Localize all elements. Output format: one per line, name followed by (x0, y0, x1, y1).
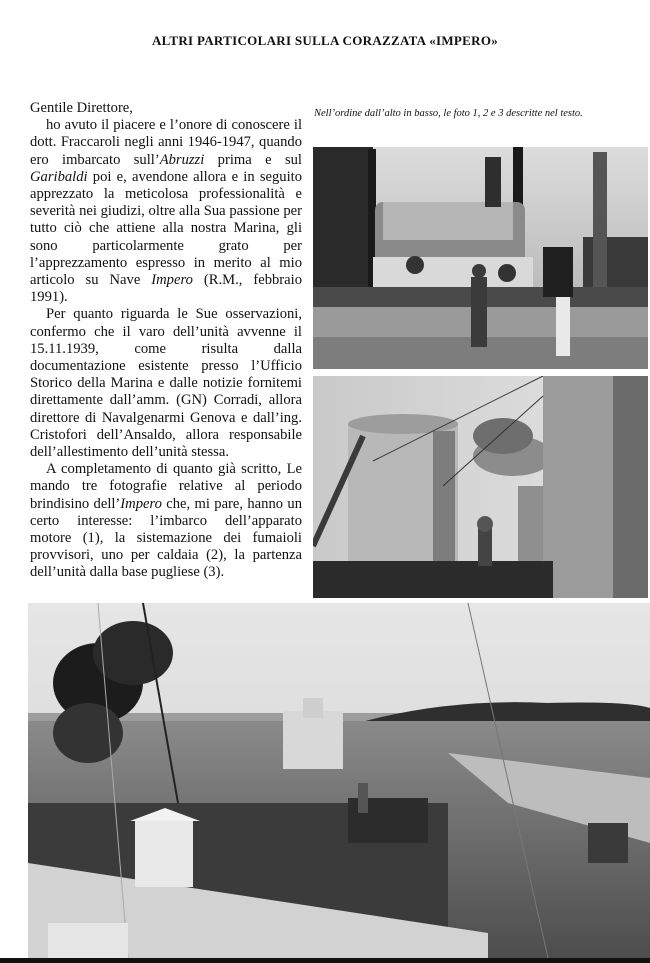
italic-run: Impero (120, 495, 162, 512)
italic-run: Abruzzi (159, 151, 205, 168)
text-run: A completamento di quanto già scritto, Le mando tre fotografie relative al periodo brindisino dell’ (30, 461, 302, 512)
text-run: (R.M., febbraio 1991). (30, 272, 302, 306)
photo-caption: Nell’ordine dall’alto in basso, le foto 1, 2 e 3 descritte nel testo. (314, 108, 583, 119)
italic-run: Garibaldi (30, 168, 88, 185)
letter-body (30, 100, 302, 582)
text-run: ho avuto il piacere e l’onore di conoscere il dott. Fraccaroli negli anni 1946-1947, quando ero imbarcato sull’ (30, 117, 302, 168)
letter-paragraph-2: Per quanto riguarda le Sue osservazioni, confermo che il varo dell’unità avvenne il 15.11.1939, come risulta dalla documentazione esistente presso l’Ufficio Storico della Marina e dalle notizie fornitemi direttamente dall’amm. (GN) Corradi, allora direttore di Navalgenarmi Genova e dall’ing. Cristofori dell’Ansaldo, allora responsabile dell’allestimento dell’unità stessa. (30, 306, 302, 461)
letter-paragraph-1 (30, 117, 302, 306)
italic-run: Impero (151, 272, 193, 289)
text-run: che, mi pare, hanno un certo interesse: l’imbarco dell’apparato motore (1), la sistemazione dei fumaioli provvisori, uno per caldaia (2), la partenza dell’unità dalla base pugliese (3). (30, 495, 302, 581)
photo-3-departure (28, 603, 650, 958)
bottom-rule (0, 958, 650, 963)
text-run: prima e sul (204, 151, 302, 168)
letter-salutation: Gentile Direttore, (30, 100, 133, 116)
photo-2-provisional-funnels (313, 376, 648, 598)
article-title: ALTRI PARTICOLARI SULLA CORAZZATA «IMPERO» (151, 33, 499, 48)
text-run: poi e, avendone allora e in seguito apprezzato la meticolosa professionalità e severità nei giudizi, oltre alla Sua passione per tutto ciò che attiene alla nostra Marina, gli sono particolarmente grato per l’apprezzamento espresso in merito al mio articolo su Nave (30, 168, 302, 289)
letter-paragraph-3 (30, 461, 302, 581)
photo-1-engine-loading (313, 147, 648, 369)
